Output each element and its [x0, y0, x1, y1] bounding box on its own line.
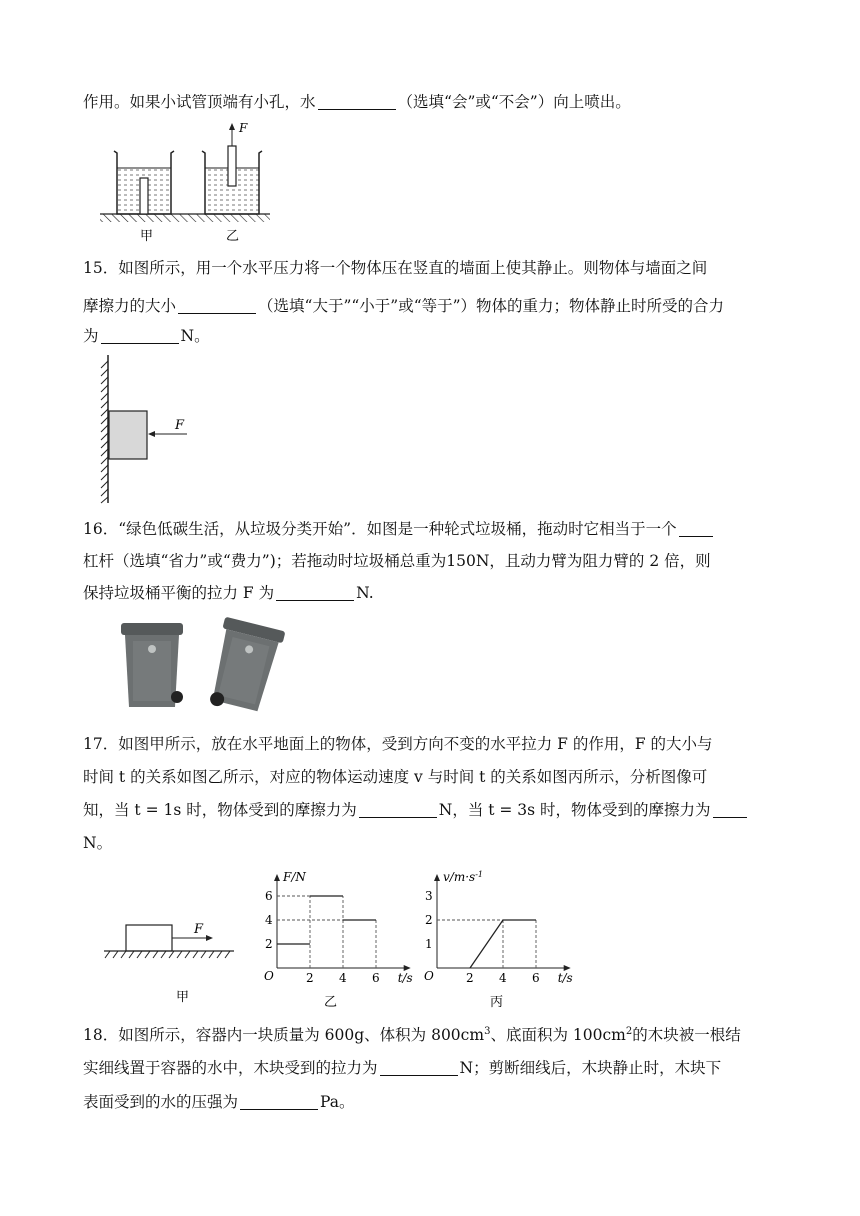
y-axis-arrow — [434, 874, 440, 881]
q16-figure-trash-cans — [115, 615, 285, 720]
data-segment — [470, 920, 503, 968]
q18-sup-2: 2 — [625, 1025, 633, 1037]
origin-label: O — [264, 969, 274, 983]
block — [109, 411, 147, 459]
q14-answer-blank[interactable] — [318, 93, 396, 110]
y-tick-label: 1 — [425, 937, 433, 951]
x-axis-label: t/s — [557, 971, 573, 985]
x-tick-label: 6 — [372, 971, 380, 985]
q17-line-3 — [83, 800, 783, 820]
q18-text-b: 、底面积为 100cm — [490, 1026, 626, 1044]
q18-text-c: 的木块被一根结 — [632, 1026, 741, 1044]
q18-answer-blank-2[interactable] — [240, 1093, 318, 1110]
ground-hatch — [100, 214, 270, 222]
q16-line-1 — [83, 519, 783, 539]
beaker-jia — [114, 151, 174, 214]
x-tick-label: 2 — [466, 971, 474, 985]
y-axis-label: F/N — [283, 870, 306, 884]
y-tick-label: 2 — [265, 937, 273, 951]
q17-answer-blank-2[interactable] — [713, 801, 747, 818]
block — [126, 925, 172, 951]
q15-line-2 — [83, 296, 783, 316]
q16-line-3 — [83, 583, 783, 603]
q15-text-d: N。 — [180, 327, 210, 345]
q17-line-2: 时间 t 的关系如图乙所示，对应的物体运动速度 v 与时间 t 的关系如图丙所示，分析图像可 — [83, 768, 708, 786]
q18-line-1 — [83, 1025, 783, 1045]
y-tick-label: 3 — [425, 889, 433, 903]
x-tick-label: 2 — [306, 971, 314, 985]
q15-figure-wall-block — [95, 355, 205, 505]
q18-sup-3: 3 — [484, 1025, 491, 1037]
q14-text-line — [83, 92, 783, 112]
y-axis-arrow — [274, 874, 280, 881]
y-tick-label: 2 — [425, 913, 433, 927]
q18-text-g: Pa。 — [320, 1093, 355, 1111]
q16-text-a: 16．“绿色低碳生活，从垃圾分类开始”．如图是一种轮式垃圾桶，拖动时它相当于一个 — [83, 520, 677, 538]
x-tick-label: 6 — [532, 971, 540, 985]
q17-label-bing: 丙 — [490, 995, 504, 1010]
q17-answer-blank-1[interactable] — [359, 801, 437, 818]
q15-answer-blank-1[interactable] — [178, 297, 256, 314]
q15-text-c: 为 — [83, 327, 99, 345]
q14-text-b: （选填“会”或“不会”）向上喷出。 — [397, 93, 631, 111]
q18-text-a: 18．如图所示，容器内一块质量为 600g、体积为 800cm — [83, 1026, 485, 1044]
q16-line-2: 杠杆（选填“省力”或“费力”)；若拖动时垃圾桶总重为150N，且动力臂为阻力臂的 2 倍，则 — [83, 552, 711, 570]
q17-text-a: 知，当 t = 1s 时，物体受到的摩擦力为 — [83, 801, 357, 819]
q15-line-1: 15．如图所示，用一个水平压力将一个物体压在竖直的墙面上使其静止。则物体与墙面之间 — [83, 259, 708, 277]
q15-line-3 — [83, 326, 783, 346]
q16-answer-blank-1[interactable] — [679, 520, 713, 537]
q15-force-label: F — [175, 418, 185, 433]
q17-label-yi: 乙 — [324, 995, 338, 1010]
q17-chart-yi — [255, 865, 415, 1010]
q14-figure-beakers — [100, 118, 280, 248]
q15-answer-blank-2[interactable] — [101, 327, 179, 344]
y-tick-label: 6 — [265, 889, 273, 903]
x-tick-label: 4 — [499, 971, 507, 985]
q16-text-c: N. — [356, 584, 374, 602]
q14-label-jia: 甲 — [140, 229, 154, 244]
trash-can-tilted — [204, 617, 285, 718]
q18-text-d: 实细线置于容器的水中，木块受到的拉力为 — [83, 1059, 378, 1077]
q14-force-label: F — [239, 121, 248, 135]
q17-chart-bing — [415, 865, 585, 1010]
y-axis-label-sup: -1 — [475, 869, 483, 879]
q18-line-3 — [83, 1092, 783, 1112]
q18-answer-blank-1[interactable] — [380, 1059, 458, 1076]
y-tick-label: 4 — [265, 913, 273, 927]
x-tick-label: 4 — [339, 971, 347, 985]
trash-can-upright — [121, 623, 183, 707]
q17-force-label: F — [194, 922, 204, 937]
q15-text-a: 摩擦力的大小 — [83, 297, 177, 315]
q16-answer-blank-2[interactable] — [276, 584, 354, 601]
beaker-yi — [202, 121, 262, 214]
q18-text-e: N；剪断细线后，木块静止时，木块下 — [459, 1059, 722, 1077]
q14-text-a: 作用。如果小试管顶端有小孔，水 — [83, 93, 316, 111]
q16-text-b: 保持垃圾桶平衡的拉力 F 为 — [83, 584, 275, 602]
q17-line-1: 17．如图甲所示，放在水平地面上的物体，受到方向不变的水平拉力 F 的作用，F 的大小与 — [83, 735, 713, 753]
q18-text-f: 表面受到的水的压强为 — [83, 1093, 239, 1111]
origin-label: O — [424, 969, 434, 983]
q17-label-jia: 甲 — [176, 990, 190, 1005]
q14-label-yi: 乙 — [226, 229, 240, 244]
q17-text-b: N，当 t = 3s 时，物体受到的摩擦力为 — [438, 801, 711, 819]
y-axis-label: $v/m\cdot s^{-1}$ — [443, 869, 483, 884]
q17-line-4: N。 — [83, 834, 113, 852]
q17-figure-jia — [100, 915, 240, 1010]
x-axis-label: t/s — [397, 971, 413, 985]
q18-line-2 — [83, 1058, 783, 1078]
q15-text-b: （选填“大于”“小于”或“等于”）物体的重力；物体静止时所受的合力 — [258, 297, 725, 315]
